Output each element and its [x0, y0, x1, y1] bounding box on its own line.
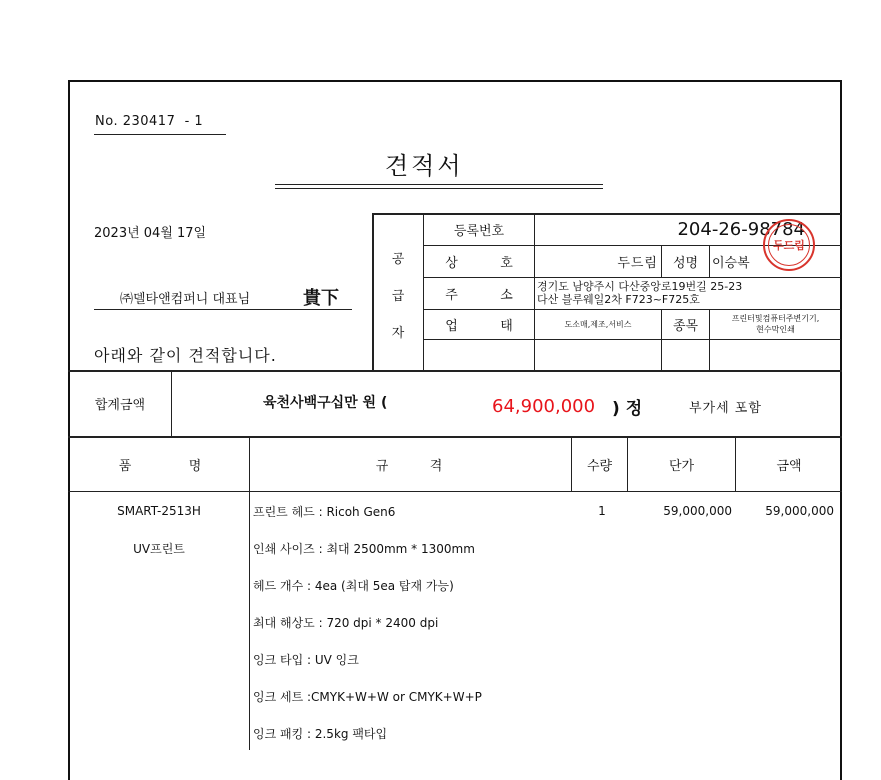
doc-number: No. 230417 - 1 [95, 114, 204, 129]
address-line-2: 다산 블루웨일2차 F723~F725호 [537, 293, 700, 306]
supplier-item [710, 313, 841, 335]
item-spec: 프린트 헤드 : Ricoh Gen6 [253, 504, 396, 519]
item-spec: 최대 해상도 : 720 dpi * 2400 dpi [253, 615, 439, 630]
address-line-1: 경기도 남양주시 다산중앙로19번길 25-23 [537, 280, 743, 293]
quote-frame [68, 80, 842, 780]
item-qty [572, 648, 632, 670]
item-line-1: 프린터및컴퓨터주변기기, [731, 314, 820, 323]
item-amount [736, 537, 834, 559]
item-name [70, 648, 248, 670]
title-underline-2 [275, 188, 603, 189]
item-qty [572, 722, 632, 744]
item-line-2: 현수막인쇄 [756, 325, 795, 334]
total-label: 합계금액 [94, 398, 146, 413]
item-unit-price [628, 574, 732, 596]
item-unit-price [628, 648, 732, 670]
item-qty [572, 537, 632, 559]
item-unit-price [628, 537, 732, 559]
vat-note: 부가세 포함 [689, 401, 762, 416]
item-spec: 인쇄 사이즈 : 최대 2500mm * 1300mm [253, 541, 475, 556]
item-amount [736, 611, 834, 633]
total-close: ) 정 [612, 399, 643, 419]
supplier-side-1: 공 [391, 251, 405, 267]
biz-label-1: 업 [445, 319, 458, 334]
item-amount [736, 685, 834, 707]
header-spec-1: 규 [375, 458, 389, 474]
item-unit-price: 59,000,000 [663, 504, 732, 518]
item-name [70, 722, 248, 744]
item-unit-price [628, 611, 732, 633]
item-amount: 59,000,000 [765, 504, 834, 518]
doc-date: 2023년 04월 17일 [94, 226, 207, 241]
rep-label: 성명 [672, 256, 699, 271]
item-name: SMART-2513H [117, 504, 201, 518]
rep-name: 이승복 [712, 256, 750, 271]
header-name-1: 품 [118, 458, 132, 474]
item-qty [572, 685, 632, 707]
header-spec-2: 격 [429, 458, 443, 474]
doc-number-underline [94, 134, 226, 135]
item-amount [736, 648, 834, 670]
reg-label: 등록번호 [453, 224, 505, 239]
header-unit-price: 단가 [668, 458, 695, 474]
page-title: 견적서 [385, 152, 464, 180]
item-amount [736, 722, 834, 744]
supplier-side-2: 급 [391, 288, 405, 304]
item-name [70, 574, 248, 596]
header-amount: 금액 [776, 458, 802, 474]
item-spec: 헤드 개수 : 4ea (최대 5ea 탑재 가능) [253, 578, 454, 593]
item-qty [572, 611, 632, 633]
item-name [70, 611, 248, 633]
addr-label-1: 주 [445, 288, 458, 303]
item-name: UV프린트 [133, 541, 185, 556]
company-seal-stamp [763, 219, 815, 271]
recipient-honorific: 貴下 [303, 288, 339, 309]
item-amount [736, 574, 834, 596]
item-name [70, 685, 248, 707]
total-amount: 64,900,000 [492, 396, 596, 417]
header-name-2: 명 [188, 458, 202, 474]
item-label: 종목 [672, 319, 699, 334]
recipient-underline [94, 309, 352, 310]
item-unit-price [628, 722, 732, 744]
seal-text: 두드림 [773, 239, 805, 252]
seal-inner-ring [768, 224, 810, 266]
supplier-side-3: 자 [391, 325, 405, 341]
biz-label-2: 태 [500, 319, 513, 334]
company-name: 두드림 [617, 256, 658, 271]
name-label-1: 상 [445, 256, 458, 271]
supplier-address [537, 280, 742, 306]
item-spec: 잉크 타입 : UV 잉크 [253, 652, 359, 667]
name-label-2: 호 [500, 256, 513, 271]
intro-text: 아래와 같이 견적합니다. [94, 346, 277, 365]
item-qty: 1 [598, 504, 606, 518]
biz-type: 도소매,제조,서비스 [564, 320, 632, 329]
total-korean: 육천사백구십만 원 ( [263, 395, 388, 411]
item-qty [572, 574, 632, 596]
recipient-name: ㈜델타앤컴퍼니 대표님 [120, 292, 251, 307]
item-spec: 잉크 세트 :CMYK+W+W or CMYK+W+P [253, 689, 482, 704]
reg-number: 204-26-98784 [677, 219, 805, 240]
addr-label-2: 소 [500, 288, 513, 303]
title-underline-1 [275, 184, 603, 185]
header-qty: 수량 [586, 458, 613, 474]
item-unit-price [628, 685, 732, 707]
item-spec: 잉크 패킹 : 2.5kg 팩타입 [253, 726, 388, 741]
